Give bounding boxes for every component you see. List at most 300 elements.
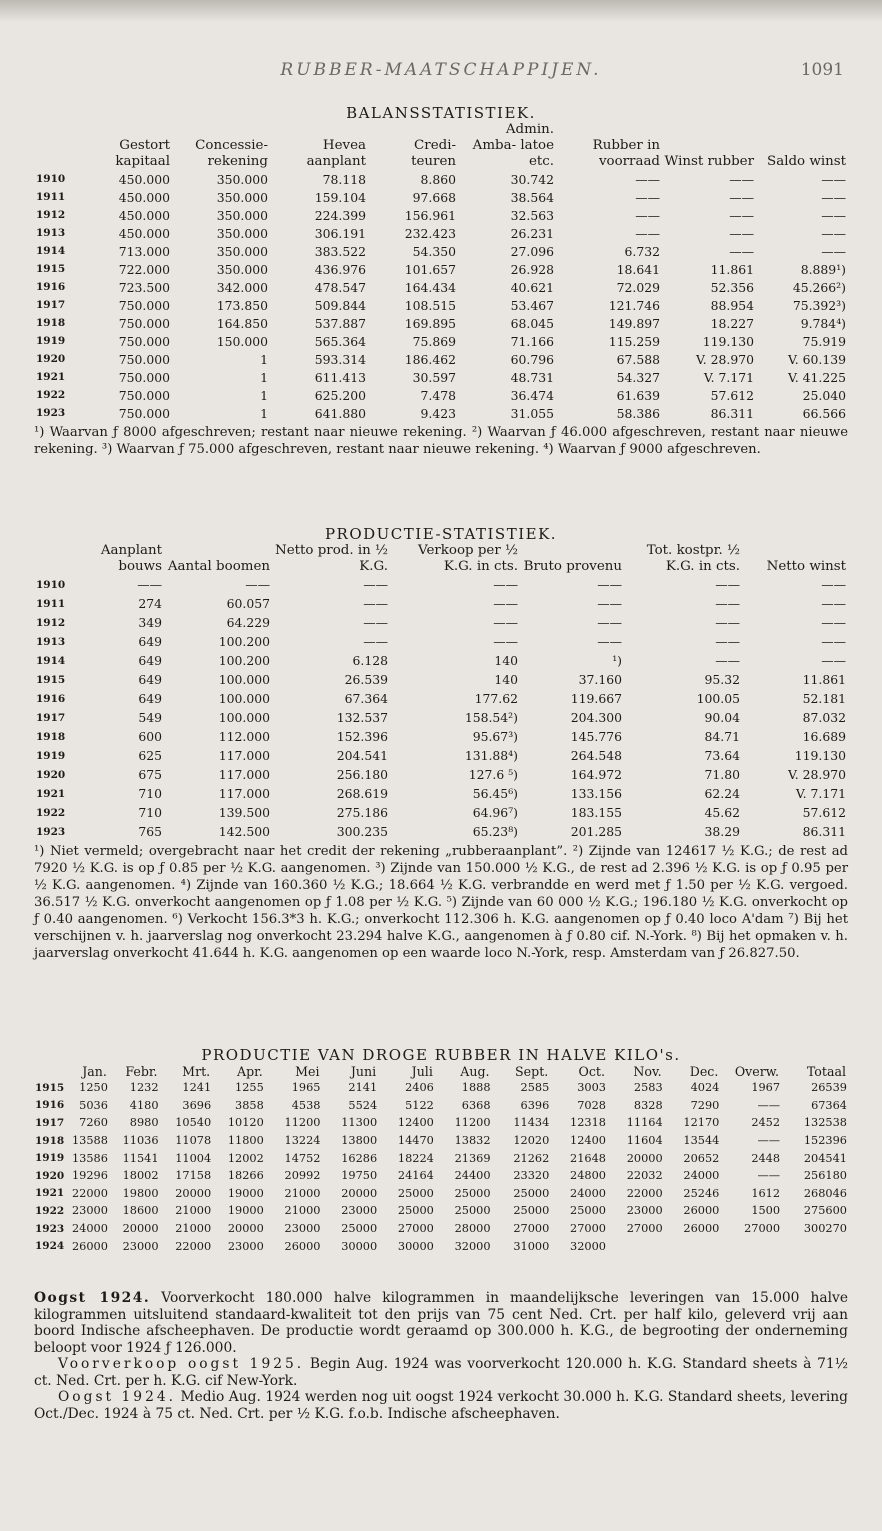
productie-cell: 86.311 bbox=[802, 824, 846, 839]
droge-rubber-cell: 11300 bbox=[341, 1116, 378, 1130]
productie-cell: —— bbox=[363, 634, 388, 649]
droge-rubber-cell: 21262 bbox=[513, 1151, 550, 1165]
productie-cell: ¹) bbox=[612, 653, 622, 668]
productie-cell: V. 28.970 bbox=[787, 767, 846, 782]
balans-cell: 57.612 bbox=[710, 387, 754, 403]
productie-cell: —— bbox=[493, 615, 518, 630]
droge-rubber-cell: 20000 bbox=[227, 1222, 264, 1236]
droge-rubber-cell: 32000 bbox=[570, 1239, 606, 1253]
balans-cell: 27.096 bbox=[510, 243, 554, 259]
productie-cell: 765 bbox=[138, 824, 162, 839]
productie-cell: 56.45⁶) bbox=[472, 786, 518, 801]
droge-rubber-cell bbox=[664, 1237, 721, 1255]
droge-rubber-cell: 11078 bbox=[175, 1134, 212, 1148]
droge-rubber-cell bbox=[781, 1237, 848, 1255]
productie-cell: 57.612 bbox=[802, 805, 846, 820]
balans-year-cell: 1923 bbox=[36, 407, 66, 419]
balans-cell: 350.000 bbox=[216, 189, 268, 205]
droge-rubber-cell: 18002 bbox=[122, 1169, 159, 1183]
productie-cell: 164.972 bbox=[570, 767, 622, 782]
balans-cell: 86.311 bbox=[710, 405, 754, 421]
balans-row bbox=[34, 242, 848, 260]
droge-rubber-cell: 7260 bbox=[79, 1116, 108, 1130]
productie-cell: 140 bbox=[494, 653, 518, 668]
droge-rubber-year-cell: 1915 bbox=[35, 1081, 65, 1094]
balans-cell: 75.869 bbox=[412, 333, 456, 349]
productie-cell: 64.229 bbox=[226, 615, 270, 630]
productie-cell: —— bbox=[493, 596, 518, 611]
oogst-section bbox=[34, 1290, 848, 1422]
productie-cell: 119.667 bbox=[570, 691, 622, 706]
balans-cell: 593.314 bbox=[314, 351, 366, 367]
balans-column-header: Concessie- rekening bbox=[195, 138, 268, 169]
droge-rubber-cell: 204541 bbox=[803, 1151, 847, 1165]
balans-cell: 164.850 bbox=[216, 315, 268, 331]
droge-rubber-row bbox=[34, 1114, 848, 1132]
productie-cell: 649 bbox=[138, 672, 162, 687]
droge-rubber-cell: 32000 bbox=[454, 1239, 491, 1253]
droge-rubber-cell: 25000 bbox=[397, 1186, 434, 1200]
balans-cell: 60.796 bbox=[510, 351, 554, 367]
productie-cell: 16.689 bbox=[802, 729, 846, 744]
droge-rubber-cell: 20000 bbox=[626, 1151, 663, 1165]
droge-rubber-year-cell: 1924 bbox=[35, 1240, 65, 1253]
productie-cell: 117.000 bbox=[218, 767, 270, 782]
droge-rubber-cell: 8328 bbox=[633, 1098, 663, 1112]
droge-rubber-cell: 22000 bbox=[626, 1186, 663, 1200]
productie-cell: 127.6 ⁵) bbox=[468, 767, 518, 782]
droge-rubber-year-cell: 1919 bbox=[35, 1152, 65, 1165]
droge-rubber-cell: 11434 bbox=[513, 1116, 550, 1130]
balans-cell: 119.130 bbox=[702, 333, 754, 349]
productie-cell: 100.000 bbox=[218, 691, 270, 706]
productie-cell: 132.537 bbox=[336, 710, 388, 725]
productie-year-cell: 1914 bbox=[36, 654, 66, 667]
droge-rubber-row bbox=[34, 1237, 848, 1255]
balans-cell: 1 bbox=[260, 387, 268, 403]
droge-rubber-row bbox=[34, 1132, 848, 1150]
balans-table bbox=[34, 122, 848, 422]
droge-rubber-cell: 1241 bbox=[182, 1081, 212, 1095]
productie-cell: V. 7.171 bbox=[795, 786, 846, 801]
droge-rubber-cell: 12318 bbox=[570, 1116, 606, 1130]
droge-rubber-row bbox=[34, 1167, 848, 1185]
balans-row bbox=[34, 278, 848, 296]
productie-row bbox=[34, 727, 848, 746]
droge-rubber-cell: 268046 bbox=[803, 1186, 847, 1200]
productie-cell: 133.156 bbox=[570, 786, 622, 801]
productie-cell: 119.130 bbox=[794, 748, 846, 763]
productie-year-cell: 1922 bbox=[36, 806, 66, 819]
balans-column-header bbox=[34, 122, 72, 170]
productie-year-cell: 1913 bbox=[36, 635, 66, 648]
droge-rubber-cell: 31000 bbox=[513, 1239, 550, 1253]
droge-rubber-cell: 3696 bbox=[182, 1098, 212, 1112]
productie-year-cell: 1916 bbox=[36, 692, 66, 705]
balans-cell: —— bbox=[635, 189, 660, 205]
droge-rubber-cell: 13586 bbox=[71, 1151, 108, 1165]
droge-rubber-column-header bbox=[34, 1064, 64, 1079]
productie-cell: 201.285 bbox=[570, 824, 622, 839]
balans-cell: 40.621 bbox=[510, 279, 554, 295]
droge-rubber-cell: 19296 bbox=[71, 1169, 108, 1183]
droge-rubber-cell: 1250 bbox=[79, 1081, 108, 1095]
productie-cell: 649 bbox=[138, 691, 162, 706]
droge-rubber-cell: 12170 bbox=[683, 1116, 720, 1130]
balans-cell: 713.000 bbox=[118, 243, 170, 259]
droge-rubber-column-header: Totaal bbox=[806, 1064, 846, 1079]
productie-cell: —— bbox=[597, 577, 622, 592]
balans-cell: 450.000 bbox=[118, 225, 170, 241]
productie-year-cell: 1917 bbox=[36, 711, 66, 724]
balans-year-cell: 1910 bbox=[36, 173, 66, 185]
droge-rubber-cell: 26539 bbox=[811, 1081, 847, 1095]
droge-rubber-cell: 13800 bbox=[341, 1134, 378, 1148]
balans-cell: —— bbox=[729, 171, 754, 187]
droge-rubber-cell: 19000 bbox=[227, 1204, 264, 1218]
droge-rubber-year-cell: 1921 bbox=[35, 1187, 65, 1200]
droge-rubber-cell: 23320 bbox=[513, 1169, 550, 1183]
productie-cell: 649 bbox=[138, 653, 162, 668]
balans-cell: 72.029 bbox=[616, 279, 660, 295]
droge-rubber-cell: 21369 bbox=[454, 1151, 491, 1165]
balans-cell: 115.259 bbox=[608, 333, 660, 349]
droge-rubber-cell: 17158 bbox=[175, 1169, 212, 1183]
productie-column-header: Tot. kostpr. ½ K.G. in cts. bbox=[646, 543, 740, 574]
droge-rubber-cell: 21000 bbox=[175, 1222, 212, 1236]
droge-rubber-cell: 275600 bbox=[803, 1204, 847, 1218]
droge-rubber-cell: 11200 bbox=[454, 1116, 491, 1130]
droge-rubber-cell: 24000 bbox=[683, 1169, 720, 1183]
balans-cell: 232.423 bbox=[404, 225, 456, 241]
productie-cell: 145.776 bbox=[570, 729, 622, 744]
droge-rubber-row bbox=[34, 1220, 848, 1238]
oogst-1924-extra-text: Medio Aug. 1924 werden nog uit oogst 1924 verkocht 30.000 h. K.G. Standard sheets, levering Oct./Dec. 1924 à 75 ct. Ned. Crt. per ½ K.G. f.o.b. Indische afscheephaven. bbox=[34, 1389, 848, 1422]
balans-column-header: Admin. Amba- latoe etc. bbox=[472, 122, 554, 169]
droge-rubber-cell: 2583 bbox=[633, 1081, 663, 1095]
droge-rubber-cell: 24000 bbox=[570, 1186, 606, 1200]
droge-rubber-cell: 25000 bbox=[341, 1222, 378, 1236]
balans-cell: 7.478 bbox=[420, 387, 456, 403]
droge-rubber-cell: 67364 bbox=[811, 1098, 847, 1112]
balans-cell: 350.000 bbox=[216, 225, 268, 241]
voorverkoop-1925-paragraph bbox=[34, 1356, 848, 1389]
balans-cell: 31.055 bbox=[510, 405, 554, 421]
productie-cell: —— bbox=[821, 653, 846, 668]
droge-rubber-body bbox=[34, 1079, 848, 1255]
balans-cell: 509.844 bbox=[314, 297, 366, 313]
droge-rubber-cell: 24800 bbox=[570, 1169, 606, 1183]
balans-cell: 150.000 bbox=[216, 333, 268, 349]
droge-rubber-cell: 11200 bbox=[284, 1116, 321, 1130]
balans-year-cell: 1922 bbox=[36, 389, 66, 401]
balans-cell: 224.399 bbox=[314, 207, 366, 223]
droge-rubber-cell: 25000 bbox=[454, 1204, 491, 1218]
droge-rubber-column-header: Jan. bbox=[82, 1064, 107, 1079]
droge-rubber-cell: 22000 bbox=[175, 1239, 212, 1253]
droge-rubber-cell: 11604 bbox=[626, 1134, 663, 1148]
droge-rubber-cell: 14752 bbox=[284, 1151, 321, 1165]
productie-cell: 38.29 bbox=[704, 824, 740, 839]
productie-cell: 264.548 bbox=[570, 748, 622, 763]
droge-rubber-cell: 6396 bbox=[520, 1098, 550, 1112]
balans-cell: 108.515 bbox=[404, 297, 456, 313]
balans-cell: 54.350 bbox=[412, 243, 456, 259]
balans-cell: 8.860 bbox=[420, 171, 456, 187]
balans-row bbox=[34, 332, 848, 350]
oogst-1924-text: Voorverkocht 180.000 halve kilogrammen in maandelijksche leveringen van 15.000 halve kilogrammen uitsluitend standaard-kwaliteit tot den prijs van 75 cent Ned. Crt. per half kilo, geleverd vrij aan boord Indische afscheephaven. De productie wordt geraamd op 300.000 h. K.G., de begrooting der onderneming beloopt voor 1924 ƒ 126.000. bbox=[34, 1290, 849, 1356]
droge-rubber-cell: 2452 bbox=[751, 1116, 781, 1130]
productie-column-header: Bruto provenu bbox=[523, 559, 622, 574]
balans-cell: 537.887 bbox=[314, 315, 366, 331]
droge-rubber-cell: 18600 bbox=[122, 1204, 159, 1218]
balans-cell: 30.742 bbox=[510, 171, 554, 187]
balans-cell: —— bbox=[821, 225, 846, 241]
droge-rubber-column-header: Mrt. bbox=[182, 1064, 211, 1079]
droge-rubber-year-cell: 1916 bbox=[35, 1099, 65, 1112]
balans-row bbox=[34, 170, 848, 188]
balans-cell: —— bbox=[729, 207, 754, 223]
droge-rubber-cell: 256180 bbox=[803, 1169, 847, 1183]
droge-rubber-column-header: Nov. bbox=[633, 1064, 662, 1079]
droge-rubber-cell: 20652 bbox=[683, 1151, 720, 1165]
balans-cell: —— bbox=[635, 171, 660, 187]
productie-cell: 64.96⁷) bbox=[472, 805, 518, 820]
balans-cell: 18.227 bbox=[710, 315, 754, 331]
productie-cell: 349 bbox=[138, 615, 162, 630]
droge-rubber-cell: 10540 bbox=[175, 1116, 212, 1130]
productie-column-header bbox=[34, 543, 74, 575]
droge-rubber-cell: 23000 bbox=[626, 1204, 663, 1218]
balans-cell: —— bbox=[729, 225, 754, 241]
productie-footnotes: ¹) Niet vermeld; overgebracht naar het credit der rekening „rubberaanplant”. ²) Zijnde van 124617 ½ K.G.; de rest ad 7920 ½ K.G. is op ƒ 0.85 per ½ K.G. aangenomen. ³) Zijnde van 150.000 ½ K.G., de rest ad 2.396 ½ K.G. is op ƒ 0.95 per ½ K.G. aangenomen. ⁴) Zijnde van 160.360 ½ K.G.; 18.664 ½ K.G. verbrandde en werd met ƒ 1.50 per ½ K.G. vergoed. 36.517 ½ K.G. onverkocht aangenomen op ƒ 1.08 per ½ K.G. ⁵) Zijnde van 60 000 ½ K.G.; 196.180 ½ K.G. onverkocht op ƒ 0.40 aangenomen. ⁶) Verkocht 156.3*3 h. K.G.; onverkocht 112.306 h. K.G. aangenomen op ƒ 0.40 loco A'dam ⁷) Bij het verschijnen v. h. jaarverslag nog onverkocht 23.294 halve K.G., aangenomen à ƒ 0.80 cif. N.-York. ⁸) Bij het opmaken v. h. jaarverslag onverkocht 41.644 h. K.G. aangenomen op een waarde loco N.-York, resp. Amsterdam van ƒ 26.827.50. bbox=[34, 844, 848, 961]
productie-cell: 549 bbox=[138, 710, 162, 725]
droge-rubber-cell: 25000 bbox=[397, 1204, 434, 1218]
productie-cell: —— bbox=[715, 634, 740, 649]
balans-cell: 30.597 bbox=[412, 369, 456, 385]
oogst-1924-paragraph bbox=[34, 1290, 848, 1356]
productie-cell: —— bbox=[597, 596, 622, 611]
productie-year-cell: 1911 bbox=[36, 597, 66, 610]
droge-rubber-cell: 7028 bbox=[577, 1098, 606, 1112]
droge-rubber-cell: 1965 bbox=[291, 1081, 321, 1095]
productie-cell: 100.200 bbox=[218, 634, 270, 649]
droge-rubber-cell: 26000 bbox=[284, 1239, 321, 1253]
productie-row bbox=[34, 575, 848, 594]
voorverkoop-1925-heading: Voorverkoop oogst 1925. bbox=[58, 1356, 305, 1372]
droge-rubber-cell: 1888 bbox=[461, 1081, 491, 1095]
droge-rubber-year-cell: 1922 bbox=[35, 1204, 65, 1217]
droge-rubber-cell: 4024 bbox=[690, 1081, 720, 1095]
droge-rubber-cell: 18224 bbox=[397, 1151, 434, 1165]
droge-rubber-cell: 28000 bbox=[454, 1222, 491, 1236]
droge-rubber-cell: 3858 bbox=[235, 1098, 264, 1112]
droge-rubber-cell: 26000 bbox=[683, 1222, 720, 1236]
droge-rubber-cell: 12400 bbox=[397, 1116, 434, 1130]
droge-rubber-cell: 25246 bbox=[683, 1186, 720, 1200]
balans-cell: 750.000 bbox=[118, 333, 170, 349]
balans-cell: 36.474 bbox=[510, 387, 554, 403]
droge-rubber-cell: 6368 bbox=[461, 1098, 491, 1112]
balans-cell: 342.000 bbox=[216, 279, 268, 295]
balans-cell: 75.392³) bbox=[792, 297, 846, 313]
droge-rubber-cell: 27000 bbox=[744, 1222, 781, 1236]
droge-rubber-column-header: Juli bbox=[411, 1064, 433, 1079]
droge-rubber-column-header: Overw. bbox=[734, 1064, 780, 1079]
balans-row bbox=[34, 386, 848, 404]
balans-cell: 722.000 bbox=[118, 261, 170, 277]
balans-cell: 1 bbox=[260, 369, 268, 385]
productie-cell: 100.000 bbox=[218, 672, 270, 687]
balans-cell: 1 bbox=[260, 351, 268, 367]
balans-cell: 66.566 bbox=[802, 405, 846, 421]
balans-cell: 75.919 bbox=[802, 333, 846, 349]
balans-row bbox=[34, 350, 848, 368]
droge-rubber-cell: 5036 bbox=[79, 1098, 108, 1112]
balans-cell: 71.166 bbox=[510, 333, 554, 349]
productie-cell: —— bbox=[597, 634, 622, 649]
droge-rubber-cell: 21648 bbox=[570, 1151, 606, 1165]
productie-cell: 62.24 bbox=[704, 786, 740, 801]
balans-cell: 611.413 bbox=[314, 369, 366, 385]
productie-row bbox=[34, 594, 848, 613]
balans-cell: 88.954 bbox=[710, 297, 754, 313]
balans-cell: 641.880 bbox=[314, 405, 366, 421]
droge-rubber-cell: 21000 bbox=[284, 1186, 321, 1200]
productie-cell: 65.23⁸) bbox=[472, 824, 518, 839]
productie-column-header: Aanplant bouws bbox=[100, 543, 162, 574]
droge-rubber-title: PRODUCTIE VAN DROGE RUBBER IN HALVE KILO's. bbox=[201, 1046, 681, 1064]
droge-rubber-cell: —— bbox=[757, 1169, 781, 1183]
productie-title: PRODUCTIE-STATISTIEK. bbox=[324, 525, 558, 543]
productie-cell: 256.180 bbox=[336, 767, 388, 782]
productie-cell: 6.128 bbox=[352, 653, 388, 668]
balans-cell: 156.961 bbox=[404, 207, 456, 223]
balans-year-cell: 1919 bbox=[36, 335, 66, 347]
droge-rubber-cell: —— bbox=[757, 1098, 781, 1112]
productie-row bbox=[34, 746, 848, 765]
productie-cell: —— bbox=[821, 634, 846, 649]
productie-cell: 204.300 bbox=[570, 710, 622, 725]
productie-cell: 52.181 bbox=[802, 691, 846, 706]
droge-rubber-column-header: Dec. bbox=[689, 1064, 719, 1079]
droge-rubber-cell: 27000 bbox=[397, 1222, 434, 1236]
productie-column-header: Aantal boomen bbox=[167, 559, 270, 574]
productie-cell: 177.62 bbox=[474, 691, 518, 706]
productie-cell: —— bbox=[245, 577, 270, 592]
droge-rubber-year-cell: 1917 bbox=[35, 1116, 65, 1129]
balans-cell: 45.266²) bbox=[792, 279, 846, 295]
productie-cell: 87.032 bbox=[802, 710, 846, 725]
droge-rubber-cell: 21000 bbox=[284, 1204, 321, 1218]
droge-rubber-column-header: Aug. bbox=[460, 1064, 490, 1079]
balans-cell: 101.657 bbox=[404, 261, 456, 277]
balans-cell: 306.191 bbox=[314, 225, 366, 241]
productie-cell: 71.80 bbox=[704, 767, 740, 782]
productie-cell: —— bbox=[715, 577, 740, 592]
balans-cell: 11.861 bbox=[710, 261, 754, 277]
productie-row bbox=[34, 689, 848, 708]
balans-cell: 54.327 bbox=[616, 369, 660, 385]
droge-rubber-cell: 2448 bbox=[751, 1151, 781, 1165]
productie-year-cell: 1918 bbox=[36, 730, 66, 743]
balans-cell: V. 7.171 bbox=[703, 369, 754, 385]
droge-rubber-cell: 24164 bbox=[397, 1169, 434, 1183]
productie-cell: 649 bbox=[138, 634, 162, 649]
droge-rubber-cell: 2141 bbox=[348, 1081, 378, 1095]
productie-cell: —— bbox=[493, 634, 518, 649]
balans-cell: 48.731 bbox=[510, 369, 554, 385]
balans-cell: 169.895 bbox=[404, 315, 456, 331]
balans-cell: 450.000 bbox=[118, 189, 170, 205]
balans-cell: 750.000 bbox=[118, 351, 170, 367]
productie-cell: 73.64 bbox=[704, 748, 740, 763]
balans-cell: —— bbox=[821, 243, 846, 259]
droge-rubber-cell: 3003 bbox=[577, 1081, 606, 1095]
droge-rubber-year-cell: 1918 bbox=[35, 1134, 65, 1147]
productie-cell: 675 bbox=[138, 767, 162, 782]
oogst-1924-extra-heading: Oogst 1924. bbox=[58, 1389, 177, 1405]
balans-row bbox=[34, 224, 848, 242]
droge-rubber-cell: 2406 bbox=[405, 1081, 434, 1095]
balans-year-cell: 1916 bbox=[36, 281, 66, 293]
productie-year-cell: 1915 bbox=[36, 673, 66, 686]
balans-row bbox=[34, 314, 848, 332]
productie-cell: —— bbox=[363, 577, 388, 592]
productie-cell: 142.500 bbox=[218, 824, 270, 839]
droge-rubber-cell: 2585 bbox=[520, 1081, 550, 1095]
droge-rubber-cell: 12020 bbox=[513, 1134, 550, 1148]
droge-rubber-cell: 132538 bbox=[803, 1116, 847, 1130]
droge-rubber-cell: 26000 bbox=[683, 1204, 720, 1218]
balans-cell: 159.104 bbox=[314, 189, 366, 205]
balans-column-header: Hevea aanplant bbox=[306, 138, 366, 169]
balans-cell: 383.522 bbox=[314, 243, 366, 259]
productie-cell: 117.000 bbox=[218, 786, 270, 801]
balans-cell: 350.000 bbox=[216, 207, 268, 223]
droge-rubber-cell: 1967 bbox=[751, 1081, 781, 1095]
balans-cell: V. 60.139 bbox=[787, 351, 846, 367]
productie-cell: 625 bbox=[138, 748, 162, 763]
balans-cell: 18.641 bbox=[616, 261, 660, 277]
droge-rubber-cell: 11541 bbox=[122, 1151, 159, 1165]
droge-rubber-cell bbox=[607, 1237, 664, 1255]
productie-column-header: Netto prod. in ½ K.G. bbox=[275, 543, 388, 574]
productie-row bbox=[34, 822, 848, 841]
balans-year-cell: 1914 bbox=[36, 245, 66, 257]
balans-cell: 58.386 bbox=[616, 405, 660, 421]
productie-table bbox=[34, 543, 848, 841]
productie-cell: —— bbox=[821, 596, 846, 611]
balans-cell: —— bbox=[635, 207, 660, 223]
productie-column-header: Netto winst bbox=[766, 559, 846, 574]
droge-rubber-cell: 19800 bbox=[122, 1186, 159, 1200]
droge-rubber-cell: 12400 bbox=[570, 1134, 606, 1148]
balans-cell: 67.588 bbox=[616, 351, 660, 367]
droge-rubber-cell: 13588 bbox=[71, 1134, 108, 1148]
droge-rubber-column-header: Oct. bbox=[578, 1064, 605, 1079]
balans-cell: 8.889¹) bbox=[800, 261, 846, 277]
balans-cell: —— bbox=[821, 207, 846, 223]
productie-cell: 139.500 bbox=[218, 805, 270, 820]
droge-rubber-cell: 11036 bbox=[122, 1134, 159, 1148]
droge-rubber-cell: 27000 bbox=[513, 1222, 550, 1236]
balans-cell: 38.564 bbox=[510, 189, 554, 205]
productie-cell: 300.235 bbox=[336, 824, 388, 839]
droge-rubber-cell: 27000 bbox=[570, 1222, 606, 1236]
productie-row bbox=[34, 803, 848, 822]
droge-rubber-cell: 25000 bbox=[570, 1204, 606, 1218]
